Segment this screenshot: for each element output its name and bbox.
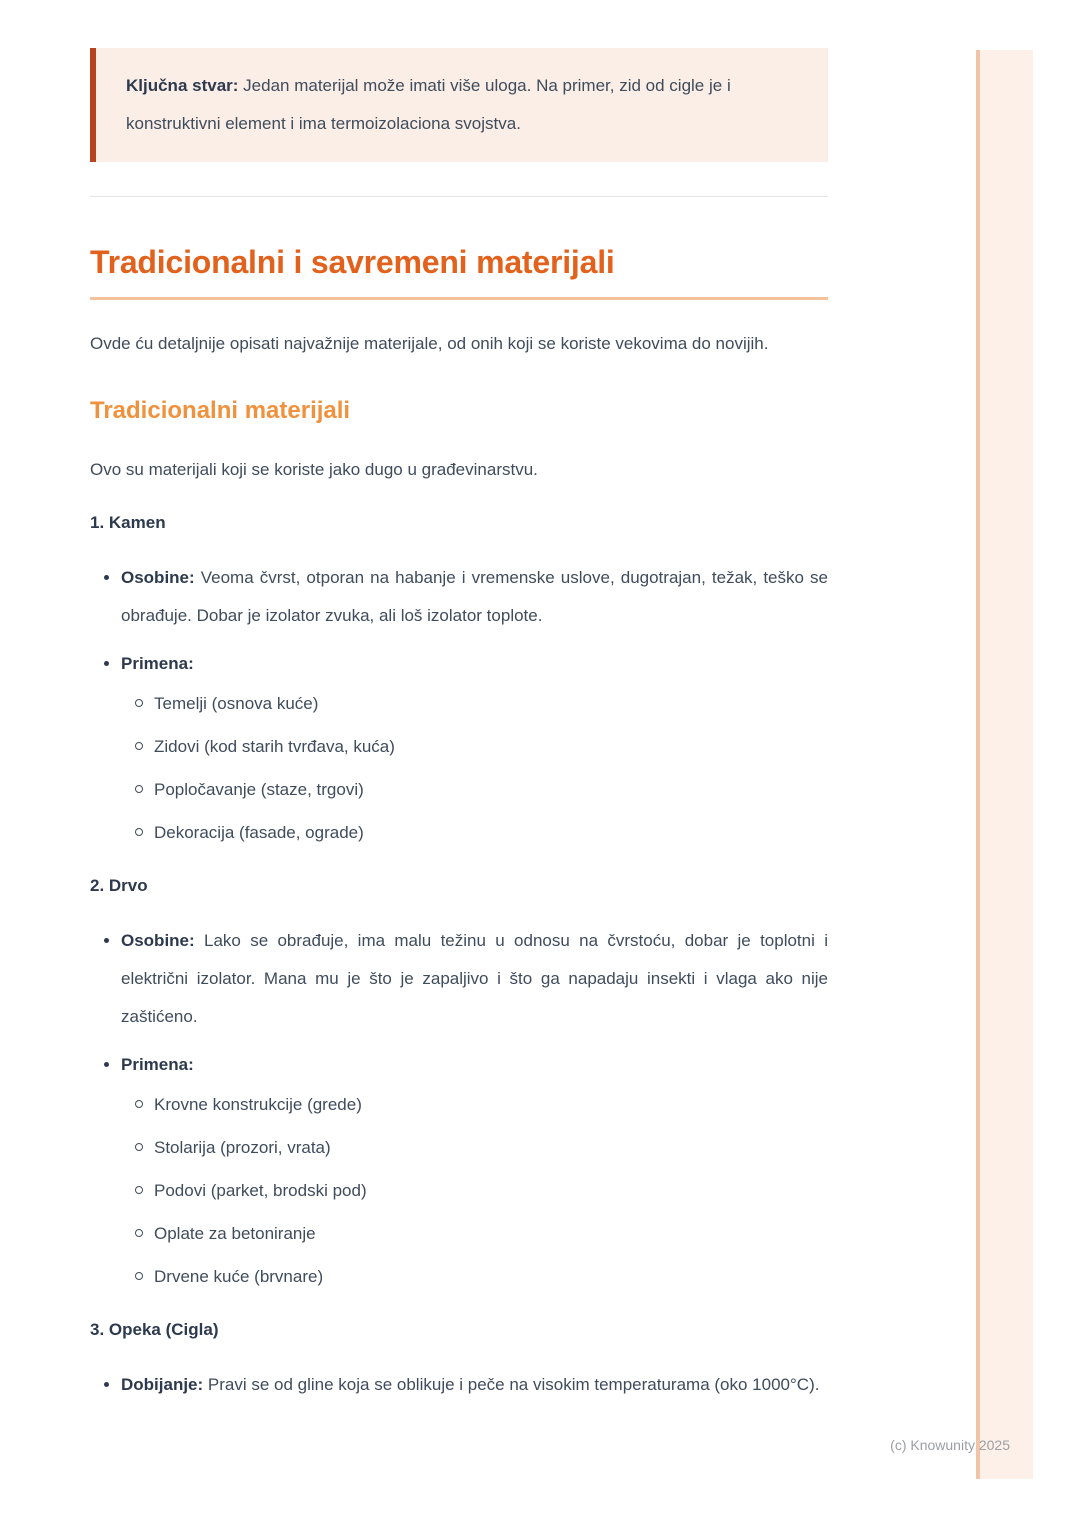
sub-list-item: Temelji (osnova kuće) <box>154 685 828 723</box>
sub-bullet-list <box>121 1086 828 1296</box>
item-label: Primena: <box>121 654 194 673</box>
list-item-osobine <box>121 559 828 635</box>
content-column <box>90 48 828 1404</box>
bullet-list-kamen <box>90 559 828 852</box>
entry-heading-kamen: 1. Kamen <box>90 513 166 532</box>
intro-paragraph: Ovde ću detaljnije opisati najvažnije materijale, od onih koji se koriste vekovima do novijih. <box>90 334 769 353</box>
sub-list-item: Popločavanje (staze, trgovi) <box>154 771 828 809</box>
callout-body: Jedan materijal može imati više uloga. Na primer, zid od cigle je i konstruktivni element i ima termoizolaciona svojstva. <box>126 76 731 133</box>
item-label: Primena: <box>121 1055 194 1074</box>
callout-text <box>126 67 798 143</box>
key-point-callout <box>90 48 828 162</box>
sub-bullet-list <box>121 685 828 852</box>
sub-list-item: Stolarija (prozori, vrata) <box>154 1129 828 1167</box>
list-item-primena <box>121 1046 828 1296</box>
bullet-list-opeka <box>90 1366 828 1404</box>
page-title: Tradicionalni i savremeni materijali <box>90 243 828 300</box>
sub-list-item: Oplate za betoniranje <box>154 1215 828 1253</box>
sub-list-item: Drvene kuće (brvnare) <box>154 1258 828 1296</box>
list-item-primena <box>121 645 828 852</box>
item-text: Lako se obrađuje, ima malu težinu u odnosu na čvrstoću, dobar je toplotni i električni izolator. Mana mu je što je zapaljivo i što ga napadaju insekti i vlaga ako nije zaštićeno. <box>121 931 828 1026</box>
next-page-edge <box>976 50 1033 1479</box>
sub-list-item: Zidovi (kod starih tvrđava, kuća) <box>154 728 828 766</box>
item-text: Veoma čvrst, otporan na habanje i vremenske uslove, dugotrajan, težak, teško se obrađuje. Dobar je izolator zvuka, ali loš izolator toplote. <box>121 568 828 625</box>
sub-list-item: Krovne konstrukcije (grede) <box>154 1086 828 1124</box>
item-label: Dobijanje: <box>121 1375 204 1394</box>
callout-label: Ključna stvar: <box>126 76 239 95</box>
sub-list-item: Dekoracija (fasade, ograde) <box>154 814 828 852</box>
section-intro: Ovo su materijali koji se koriste jako dugo u građevinarstvu. <box>90 460 538 479</box>
item-label: Osobine: <box>121 931 195 950</box>
item-text: Pravi se od gline koja se oblikuje i peče na visokim temperaturama (oko 1000°C). <box>207 1375 820 1394</box>
watermark: (c) Knowunity 2025 <box>890 1437 1010 1453</box>
item-label: Osobine: <box>121 568 195 587</box>
list-item-osobine <box>121 922 828 1036</box>
entry-heading-opeka: 3. Opeka (Cigla) <box>90 1320 219 1339</box>
sub-list-item: Podovi (parket, brodski pod) <box>154 1172 828 1210</box>
section-divider <box>90 196 828 197</box>
list-item-dobijanje <box>121 1366 828 1404</box>
section-title: Tradicionalni materijali <box>90 397 351 424</box>
entry-heading-drvo: 2. Drvo <box>90 876 148 895</box>
bullet-list-drvo <box>90 922 828 1296</box>
